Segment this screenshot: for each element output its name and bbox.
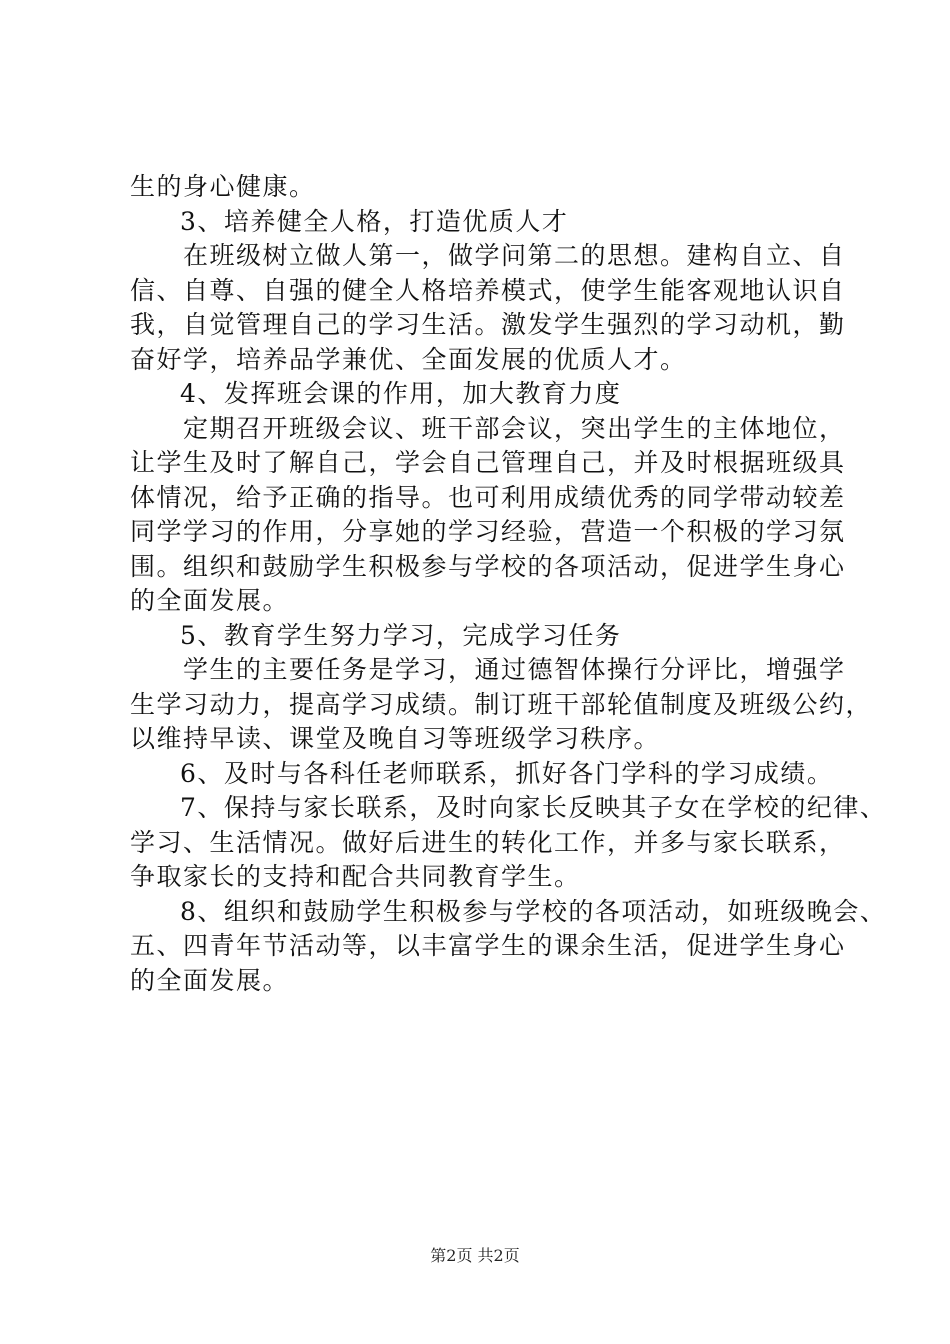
text-line: 在班级树立做人第一，做学问第二的思想。建构自立、自 <box>183 241 846 270</box>
text-line: 4、发挥班会课的作用，加大教育力度 <box>180 379 622 408</box>
text-line: 奋好学，培养品学兼优、全面发展的优质人才。 <box>130 344 687 374</box>
text-line: 五、四青年节活动等，以丰富学生的课余生活，促进学生身心 <box>130 931 846 960</box>
text-line: 生学习动力，提高学习成绩。制订班干部轮值制度及班级公约， <box>130 689 873 719</box>
text-line: 8、组织和鼓励学生积极参与学校的各项活动，如班级晚会、 <box>180 896 887 926</box>
text-line: 生的身心健康。 <box>130 172 316 201</box>
text-line: 体情况，给予正确的指导。也可利用成绩优秀的同学带动较差 <box>130 482 846 512</box>
text-line: 3、培养健全人格，打造优质人才 <box>180 206 569 236</box>
text-line: 同学学习的作用，分享她的学习经验，营造一个积极的学习氛 <box>130 517 846 546</box>
text-line: 5、教育学生努力学习，完成学习任务 <box>180 620 622 650</box>
text-line: 6、及时与各科任老师联系，抓好各门学科的学习成绩。 <box>180 758 834 788</box>
text-line: 的全面发展。 <box>130 965 290 995</box>
text-line: 信、自尊、自强的健全人格培养模式，使学生能客观地认识自 <box>130 275 846 305</box>
text-line: 我，自觉管理自己的学习生活。激发学生强烈的学习动机，勤 <box>130 310 846 339</box>
text-line: 让学生及时了解自己，学会自己管理自己，并及时根据班级具 <box>130 448 846 477</box>
text-line: 争取家长的支持和配合共同教育学生。 <box>130 862 581 891</box>
text-line: 7、保持与家长联系，及时向家长反映其子女在学校的纪律、 <box>180 793 887 822</box>
document-body <box>130 170 887 998</box>
text-line: 定期召开班级会议、班干部会议，突出学生的主体地位， <box>183 413 846 443</box>
text-line: 以维持早读、课堂及晚自习等班级学习秩序。 <box>130 724 661 753</box>
text-line: 围。组织和鼓励学生积极参与学校的各项活动，促进学生身心 <box>130 551 846 581</box>
text-line: 学生的主要任务是学习，通过德智体操行分评比，增强学 <box>183 655 846 684</box>
page-footer: 第2页 共2页 <box>430 1246 520 1265</box>
text-line: 学习、生活情况。做好后进生的转化工作，并多与家长联系， <box>130 827 846 857</box>
text-line: 的全面发展。 <box>130 586 290 615</box>
